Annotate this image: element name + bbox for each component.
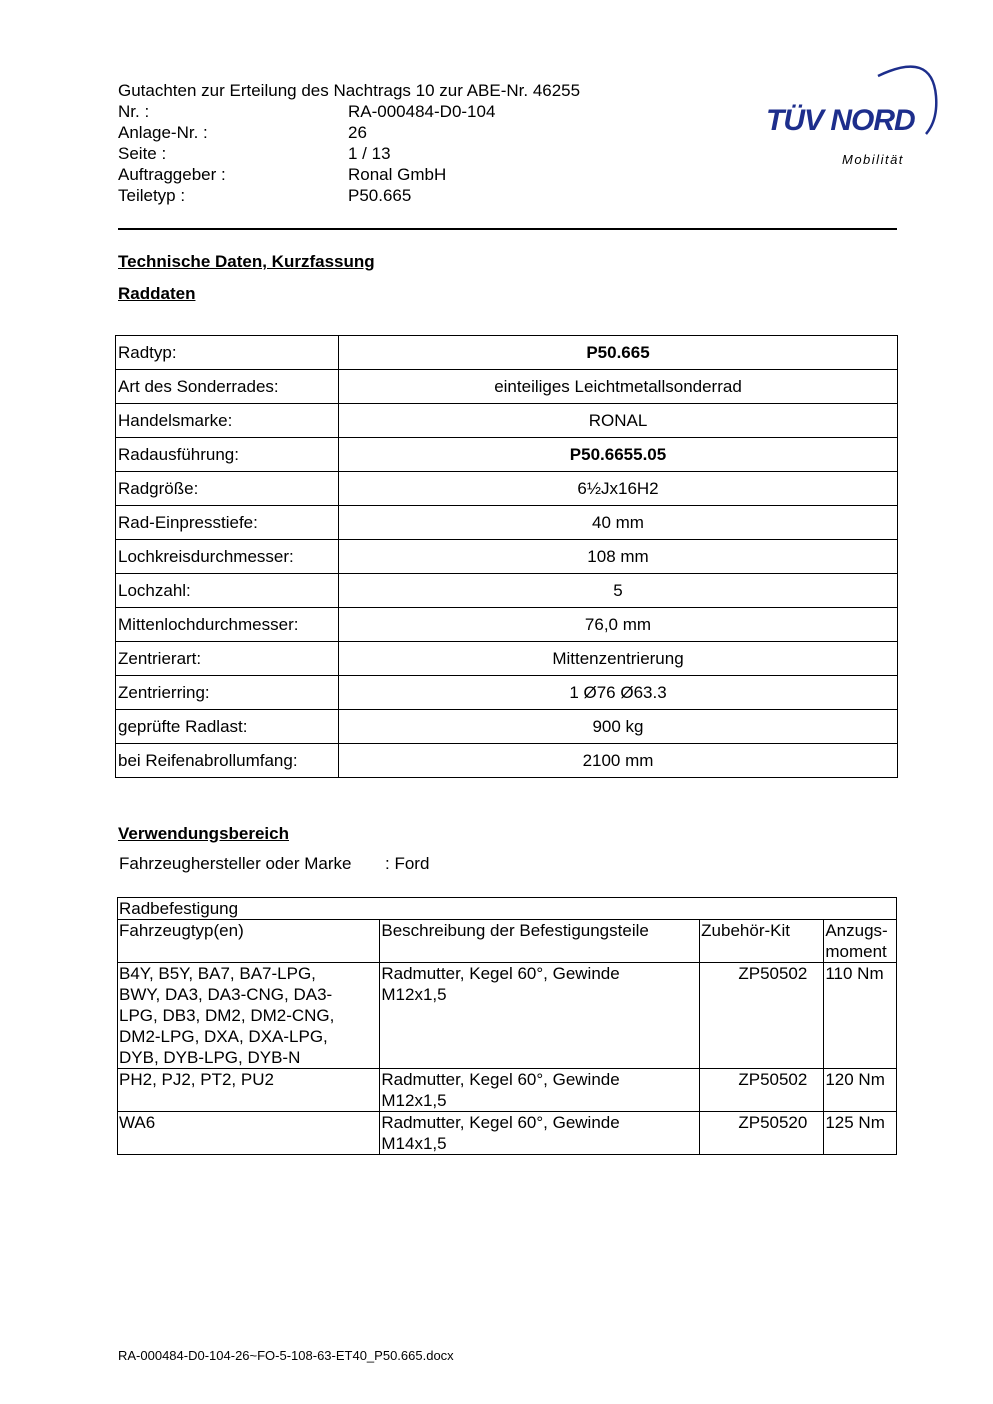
- fahrzeugtypen-cell: B4Y, B5Y, BA7, BA7-LPG, BWY, DA3, DA3-CNG, DA3- LPG, DB3, DM2, DM2-CNG, DM2-LPG, DXA, DXA-LPG, DYB, DYB-LPG, DYB-N: [118, 963, 380, 1069]
- raddaten-value: 900 kg: [339, 710, 898, 744]
- logo-subtitle: Mobilität: [842, 152, 904, 167]
- document-title: Gutachten zur Erteilung des Nachtrags 10 zur ABE-Nr. 46255: [118, 81, 581, 100]
- raddaten-value: P50.665: [339, 336, 898, 370]
- raddaten-label: Lochkreisdurchmesser:: [116, 540, 339, 574]
- befestigung-table: [117, 897, 897, 1155]
- raddaten-value: einteiliges Leichtmetallsonderrad: [339, 370, 898, 404]
- raddaten-row: [116, 506, 898, 540]
- raddaten-table: [115, 335, 898, 778]
- raddaten-label: Radgröße:: [116, 472, 339, 506]
- raddaten-row: [116, 404, 898, 438]
- raddaten-value: 1 Ø76 Ø63.3: [339, 676, 898, 710]
- raddaten-row: [116, 744, 898, 778]
- header-field-row: [118, 185, 638, 206]
- anzugsmoment-cell: 125 Nm: [824, 1112, 897, 1155]
- zubehoer-kit-cell: ZP50520: [700, 1112, 824, 1155]
- header-field-value: 26: [348, 123, 367, 142]
- raddaten-value: 6½Jx16H2: [339, 472, 898, 506]
- raddaten-row: [116, 676, 898, 710]
- tuv-nord-logo: [760, 58, 940, 173]
- raddaten-heading: Raddaten: [118, 284, 196, 303]
- befestigung-row: [118, 1069, 897, 1112]
- raddaten-value: 76,0 mm: [339, 608, 898, 642]
- raddaten-row: [116, 438, 898, 472]
- document-header: [118, 80, 638, 206]
- anzugsmoment-cell: 110 Nm: [824, 963, 897, 1069]
- befestigung-caption: Radbefestigung: [118, 898, 897, 920]
- raddaten-label: Art des Sonderrades:: [116, 370, 339, 404]
- usage-line: [119, 854, 429, 874]
- header-field-label: Teiletyp :: [118, 186, 186, 205]
- logo-brand: TÜV NORD: [766, 104, 915, 137]
- footer-filename: RA-000484-D0-104-26~FO-5-108-63-ET40_P50.665.docx: [118, 1348, 454, 1363]
- befestigung-header-row: [118, 920, 897, 963]
- header-field-label: Nr. :: [118, 102, 150, 121]
- raddaten-value: 2100 mm: [339, 744, 898, 778]
- header-field-label: Anlage-Nr. :: [118, 123, 208, 142]
- header-field-row: [118, 164, 638, 185]
- befestigung-column-header: Zubehör-Kit: [700, 920, 824, 963]
- raddaten-value: 5: [339, 574, 898, 608]
- beschreibung-cell: Radmutter, Kegel 60°, Gewinde M14x1,5: [380, 1112, 700, 1155]
- raddaten-row: [116, 370, 898, 404]
- raddaten-row: [116, 574, 898, 608]
- raddaten-label: Zentrierart:: [116, 642, 339, 676]
- anzugsmoment-cell: 120 Nm: [824, 1069, 897, 1112]
- raddaten-label: Radausführung:: [116, 438, 339, 472]
- section-title: Technische Daten, Kurzfassung: [118, 252, 375, 271]
- raddaten-row: [116, 608, 898, 642]
- raddaten-value: Mittenzentrierung: [339, 642, 898, 676]
- raddaten-row: [116, 642, 898, 676]
- header-field-row: [118, 101, 638, 122]
- befestigung-caption-row: [118, 898, 897, 920]
- raddaten-label: Handelsmarke:: [116, 404, 339, 438]
- befestigung-column-header: Fahrzeugtyp(en): [118, 920, 380, 963]
- verwendungsbereich-heading: Verwendungsbereich: [118, 824, 289, 843]
- raddaten-row: [116, 472, 898, 506]
- header-divider: [118, 228, 897, 230]
- raddaten-label: bei Reifenabrollumfang:: [116, 744, 339, 778]
- raddaten-label: geprüfte Radlast:: [116, 710, 339, 744]
- zubehoer-kit-cell: ZP50502: [700, 1069, 824, 1112]
- raddaten-value: P50.6655.05: [339, 438, 898, 472]
- header-field-label: Seite :: [118, 144, 167, 163]
- header-field-value: 1 / 13: [348, 144, 391, 163]
- raddaten-value: 40 mm: [339, 506, 898, 540]
- raddaten-label: Rad-Einpresstiefe:: [116, 506, 339, 540]
- raddaten-value: RONAL: [339, 404, 898, 438]
- header-fields: [118, 101, 638, 206]
- raddaten-label: Zentrierring:: [116, 676, 339, 710]
- usage-label: Fahrzeughersteller oder Marke: [119, 854, 352, 873]
- header-field-row: [118, 143, 638, 164]
- zubehoer-kit-cell: ZP50502: [700, 963, 824, 1069]
- raddaten-row: [116, 336, 898, 370]
- beschreibung-cell: Radmutter, Kegel 60°, Gewinde M12x1,5: [380, 1069, 700, 1112]
- header-field-row: [118, 122, 638, 143]
- befestigung-row: [118, 963, 897, 1069]
- fahrzeugtypen-cell: PH2, PJ2, PT2, PU2: [118, 1069, 380, 1112]
- header-field-value: Ronal GmbH: [348, 165, 447, 184]
- befestigung-column-header: Beschreibung der Befestigungsteile: [380, 920, 700, 963]
- raddaten-row: [116, 540, 898, 574]
- header-field-label: Auftraggeber :: [118, 165, 226, 184]
- befestigung-column-header: Anzugs- moment: [824, 920, 897, 963]
- header-field-value: RA-000484-D0-104: [348, 102, 496, 121]
- raddaten-value: 108 mm: [339, 540, 898, 574]
- befestigung-row: [118, 1112, 897, 1155]
- fahrzeugtypen-cell: WA6: [118, 1112, 380, 1155]
- raddaten-row: [116, 710, 898, 744]
- raddaten-label: Radtyp:: [116, 336, 339, 370]
- raddaten-label: Mittenlochdurchmesser:: [116, 608, 339, 642]
- header-field-value: P50.665: [348, 186, 412, 205]
- raddaten-label: Lochzahl:: [116, 574, 339, 608]
- usage-value: : Ford: [385, 854, 430, 873]
- beschreibung-cell: Radmutter, Kegel 60°, Gewinde M12x1,5: [380, 963, 700, 1069]
